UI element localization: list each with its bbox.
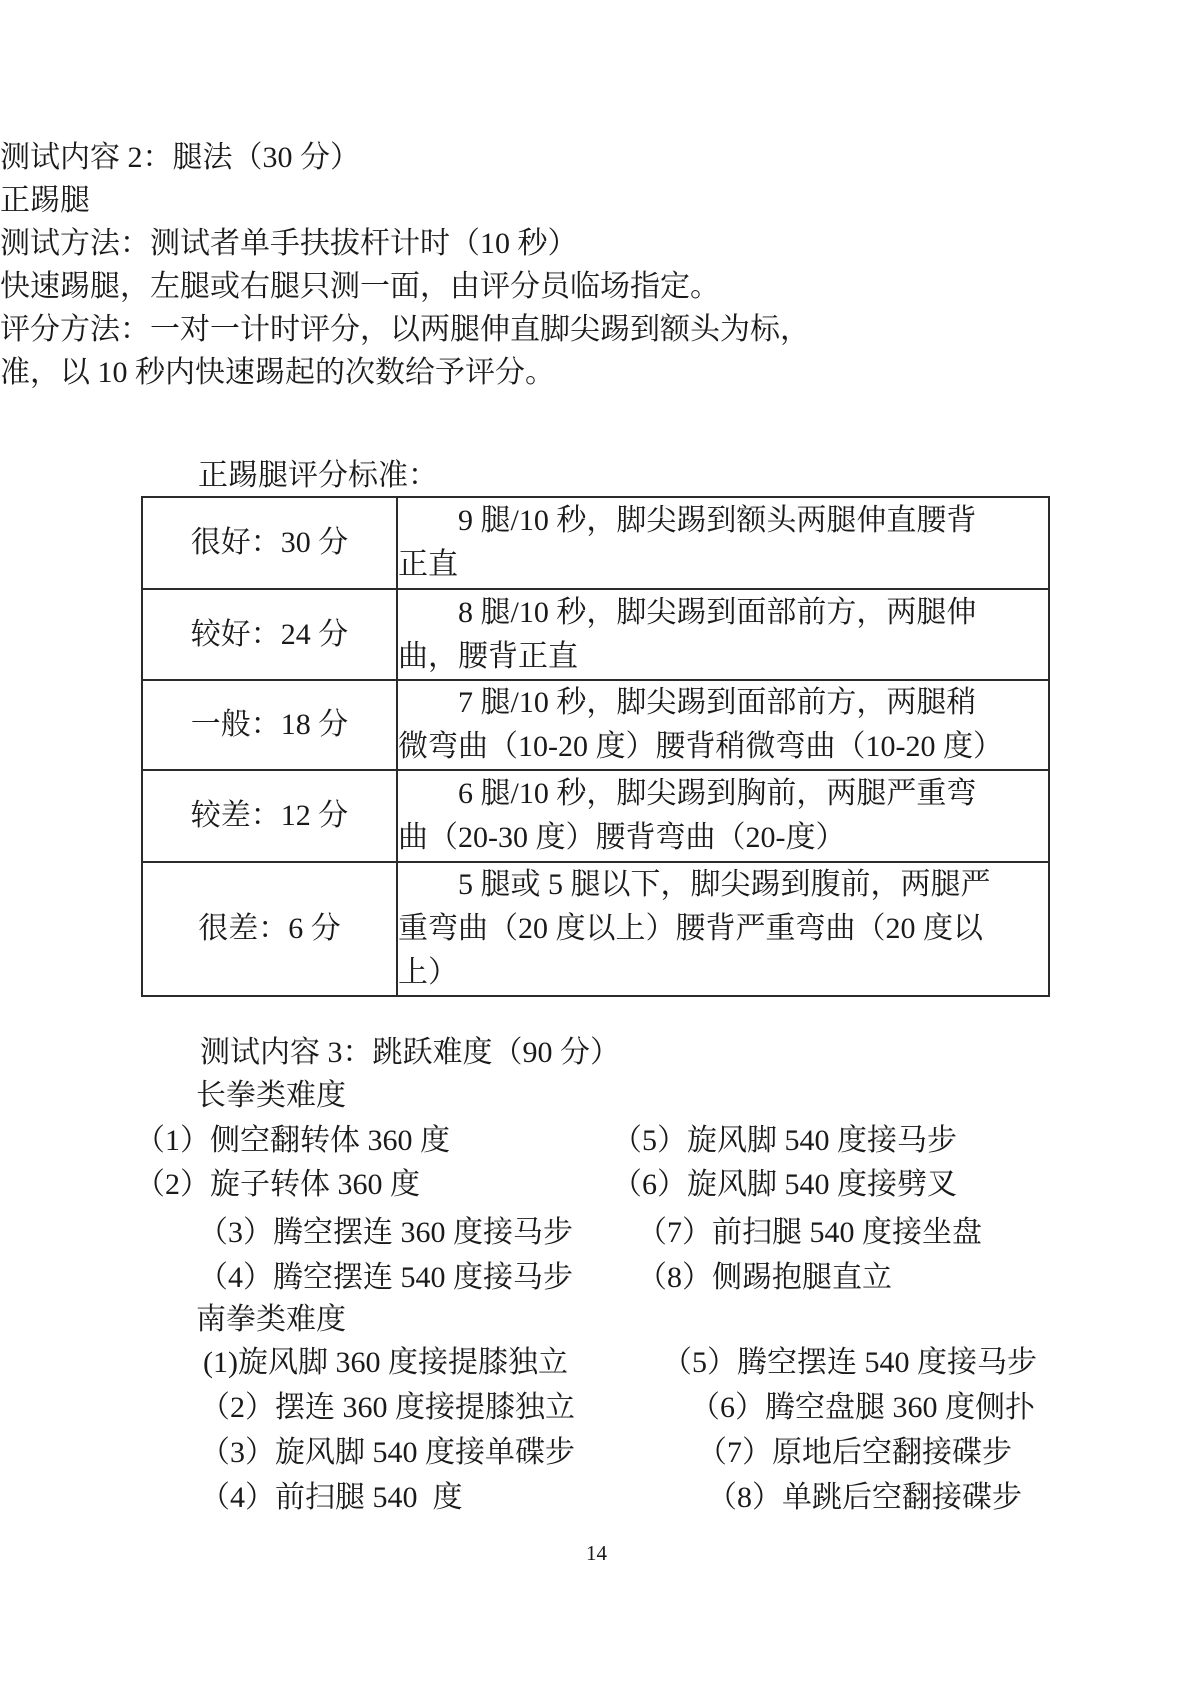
desc-line: 重弯曲（20 度以上）腰背严重弯曲（20 度以 xyxy=(398,912,983,945)
grade-cell: 较差：12 分 xyxy=(142,770,397,862)
list-row xyxy=(0,1256,1191,1300)
list-row xyxy=(0,1431,1191,1475)
list-item-left: （1）侧空翻转体 360 度 xyxy=(135,1124,450,1157)
desc-line: 正直 xyxy=(398,548,458,581)
page-number: 14 xyxy=(586,1541,607,1565)
table-title: 正踢腿评分标准： xyxy=(198,459,438,492)
grade-cell: 很好：30 分 xyxy=(142,497,397,589)
desc-line: 曲（20-30 度）腰背弯曲（20-度） xyxy=(398,821,846,854)
list-row xyxy=(0,1341,1191,1385)
desc-line: 9 腿/10 秒，脚尖踢到额头两腿伸直腰背 xyxy=(458,504,977,537)
changquan-heading: 长拳类难度 xyxy=(196,1079,346,1112)
list-row xyxy=(0,1163,1191,1207)
scoring-table xyxy=(141,496,1050,997)
desc-cell xyxy=(397,497,1049,589)
desc-line: 曲，腰背正直 xyxy=(398,639,578,673)
list-item-right: （7）前扫腿 540 度接坐盘 xyxy=(637,1216,982,1249)
list-item-left: （3）旋风脚 540 度接单碟步 xyxy=(200,1436,575,1469)
list-item-left: （3）腾空摆连 360 度接马步 xyxy=(198,1216,573,1249)
intro-line-scoring-method: 评分方法：一对一计时评分，以两腿伸直脚尖踢到额头为标， xyxy=(0,313,810,346)
table-row xyxy=(142,589,1049,680)
desc-cell xyxy=(397,862,1049,996)
table-row xyxy=(142,770,1049,862)
intro-line-front-kick: 正踢腿 xyxy=(0,184,90,217)
list-item-right: （6）旋风脚 540 度接劈叉 xyxy=(612,1168,957,1201)
nanquan-heading: 南拳类难度 xyxy=(196,1303,346,1336)
desc-cell xyxy=(397,770,1049,862)
desc-cell xyxy=(397,680,1049,770)
list-item-right: （6）腾空盘腿 360 度侧扑 xyxy=(690,1391,1035,1424)
jump-section-title: 测试内容 3：跳跃难度（90 分） xyxy=(200,1036,620,1069)
list-item-left: （4）腾空摆连 540 度接马步 xyxy=(198,1261,573,1294)
list-row xyxy=(0,1211,1191,1255)
desc-line: 6 腿/10 秒，脚尖踢到胸前，两腿严重弯 xyxy=(458,777,977,810)
intro-line-test-method: 测试方法：测试者单手扶拔杆计时（10 秒） xyxy=(0,227,578,260)
table-row xyxy=(142,680,1049,770)
list-item-right: （7）原地后空翻接碟步 xyxy=(697,1436,1012,1469)
list-item-left: （4）前扫腿 540 度 xyxy=(200,1481,463,1514)
desc-cell xyxy=(397,589,1049,680)
intro-block xyxy=(0,136,1191,394)
list-item-left: （2）旋子转体 360 度 xyxy=(135,1168,420,1201)
list-item-right: （8）单跳后空翻接碟步 xyxy=(707,1481,1022,1514)
grade-cell: 较好：24 分 xyxy=(142,589,397,680)
list-item-right: （5）旋风脚 540 度接马步 xyxy=(612,1124,957,1157)
list-row xyxy=(0,1119,1191,1163)
desc-line: 7 腿/10 秒，脚尖踢到面部前方，两腿稍 xyxy=(458,686,977,719)
list-row xyxy=(0,1386,1191,1430)
list-item-right: （5）腾空摆连 540 度接马步 xyxy=(662,1346,1037,1379)
grade-cell: 一般：18 分 xyxy=(142,680,397,770)
desc-line: 8 腿/10 秒，脚尖踢到面部前方，两腿伸 xyxy=(458,595,977,629)
list-row xyxy=(0,1476,1191,1520)
intro-line-test-method-cont: 快速踢腿，左腿或右腿只测一面，由评分员临场指定。 xyxy=(0,270,720,303)
intro-line-test-content-2: 测试内容 2：腿法（30 分） xyxy=(0,141,360,174)
list-item-right: （8）侧踢抱腿直立 xyxy=(637,1261,892,1294)
table-row xyxy=(142,862,1049,996)
intro-line-scoring-method-cont: 准，以 10 秒内快速踢起的次数给予评分。 xyxy=(0,356,555,389)
table-row xyxy=(142,497,1049,589)
desc-line: 微弯曲（10-20 度）腰背稍微弯曲（10-20 度） xyxy=(398,730,1003,763)
desc-line: 5 腿或 5 腿以下，脚尖踢到腹前，两腿严 xyxy=(458,868,991,901)
list-item-left: (1)旋风脚 360 度接提膝独立 xyxy=(203,1346,568,1379)
grade-cell: 很差：6 分 xyxy=(142,862,397,996)
desc-line: 上） xyxy=(398,956,458,989)
list-item-left: （2）摆连 360 度接提膝独立 xyxy=(200,1391,575,1424)
